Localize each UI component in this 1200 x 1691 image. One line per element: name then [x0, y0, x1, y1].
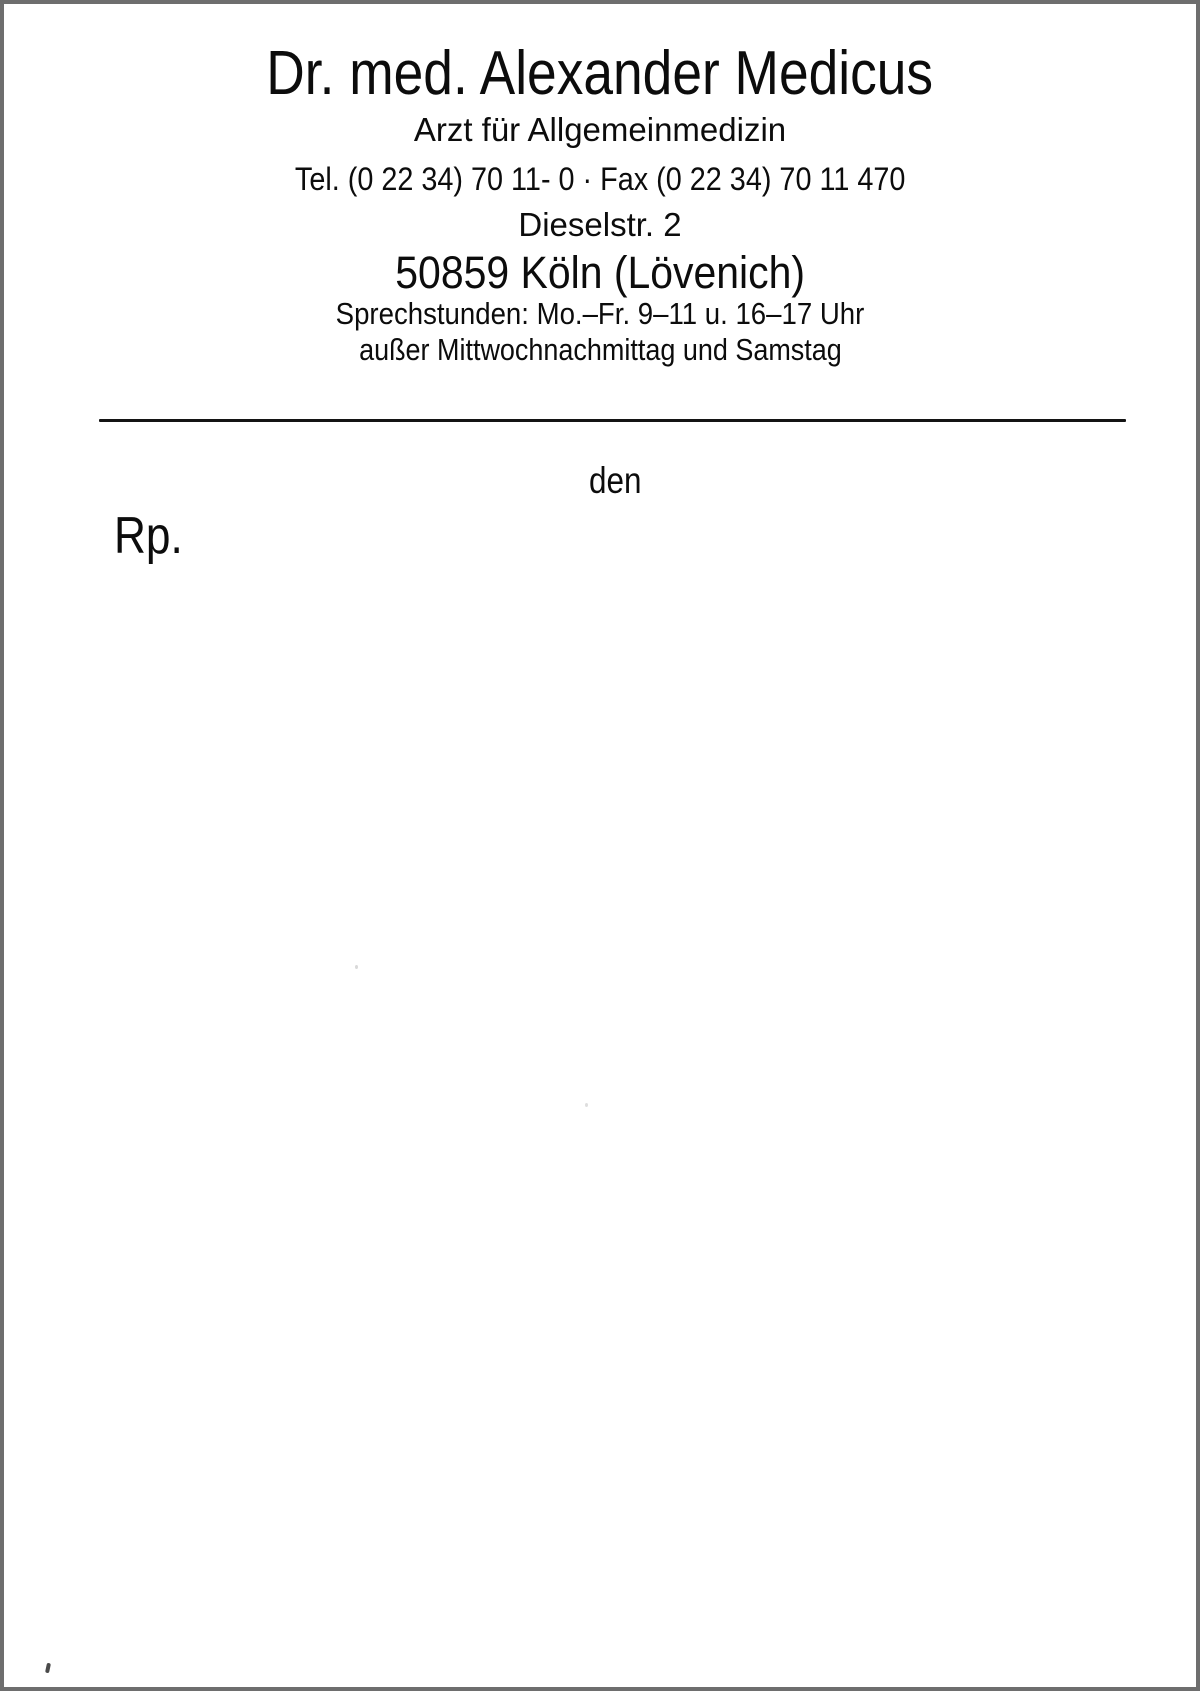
doctor-specialty: [4, 113, 1196, 146]
office-hours-text-1: Sprechstunden: Mo.–Fr. 9–11 u. 16–17 Uhr: [335, 296, 865, 331]
street-address: [4, 208, 1196, 241]
doctor-name: [4, 39, 1196, 108]
city-address: [4, 247, 1196, 298]
street-address-text: Dieselstr. 2: [518, 206, 682, 243]
doctor-specialty-text: Arzt für Allgemeinmedizin: [413, 111, 787, 148]
office-hours-line-1: [4, 298, 1196, 329]
phone-fax-line: [4, 163, 1196, 195]
office-hours-line-2: [4, 334, 1196, 365]
scan-speck: [45, 1663, 51, 1674]
office-hours-text-2: außer Mittwochnachmittag und Samstag: [358, 332, 842, 367]
phone-fax-text: Tel. (0 22 34) 70 11- 0 · Fax (0 22 34) 70 11 470: [294, 161, 906, 197]
scan-speck: [585, 1103, 588, 1107]
scan-speck: [355, 965, 358, 969]
prescription-rp-label: Rp.: [114, 507, 183, 565]
date-label: den: [589, 460, 642, 501]
city-address-text: 50859 Köln (Lövenich): [395, 247, 805, 298]
letterhead-divider-rule: [99, 419, 1126, 422]
doctor-name-text: Dr. med. Alexander Medicus: [266, 39, 934, 108]
